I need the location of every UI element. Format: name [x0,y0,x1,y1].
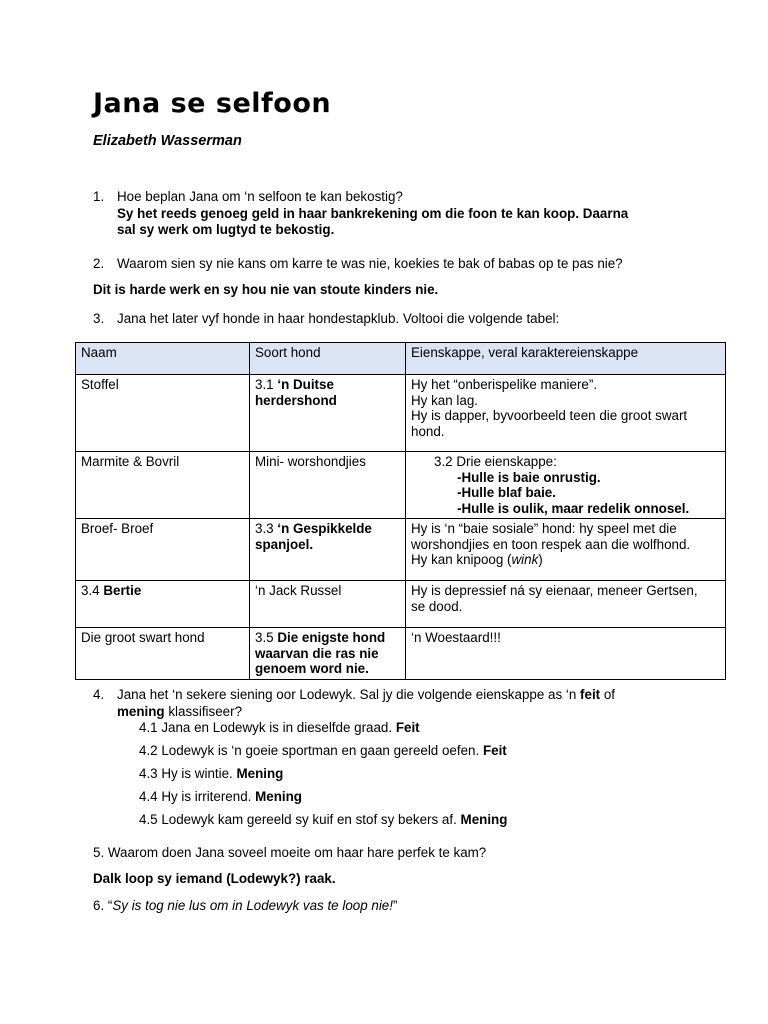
table-row [76,628,726,680]
answer-1-line-2: sal sy werk om lugtyd te bekostig. [117,222,335,237]
answer-2: Dit is harde werk en sy hou nie van stoute kinders nie. [93,282,439,297]
question-2 [93,255,623,272]
cell-name: 3.4 Bertie [76,581,250,628]
cell-traits: ‘n Woestaard!!! [406,628,726,680]
item-4-2: 4.2 Lodewyk is ‘n goeie sportman en gaan gereeld oefen. Feit [139,743,507,758]
cell-name: Die groot swart hond [76,628,250,680]
author-name: Elizabeth Wasserman [93,133,242,149]
cell-type: 3.1 ‘n Duitse herdershond [250,375,406,452]
header-cell-type: Soort hond [250,343,406,375]
question-text: Jana het later vyf honde in haar hondestapklub. Voltooi die volgende tabel: [117,311,560,326]
question-4-line-2: mening klassifiseer? [117,704,243,719]
dogs-table [75,342,726,680]
cell-name: Marmite & Bovril [76,452,250,519]
cell-traits: 3.2 Drie eienskappe: -Hulle is baie onrustig. -Hulle blaf baie. -Hulle is oulik, maar redelik onnosel. [406,452,726,519]
question-number: 4. [93,687,105,702]
table-row [76,375,726,452]
table-row [76,519,726,581]
document-title: Jana se selfoon [93,88,332,119]
item-4-4: 4.4 Hy is irriterend. Mening [139,789,302,804]
item-4-3: 4.3 Hy is wintie. Mening [139,766,284,781]
question-number: 2. [93,256,105,271]
answer-5: Dalk loop sy iemand (Lodewyk?) raak. [93,871,336,886]
item-4-5: 4.5 Lodewyk kam gereeld sy kuif en stof sy bekers af. Mening [139,812,508,827]
question-number: 1. [93,189,105,204]
question-5: 5. Waarom doen Jana soveel moeite om haar hare perfek te kam? [93,845,487,860]
cell-traits: Hy het “onberispelike maniere”. Hy kan lag. Hy is dapper, byvoorbeeld teen die groot swart hond. [406,375,726,452]
table-row [76,452,726,519]
cell-traits: Hy is ‘n “baie sosiale” hond: hy speel met die worshondjies en toon respek aan die wolfhond. Hy kan knipoog (wink) [406,519,726,581]
header-cell-name: Naam [76,343,250,375]
cell-type: ‘n Jack Russel [250,581,406,628]
question-4: 4. Jana het ‘n sekere siening oor Lodewyk. Sal jy die volgende eienskappe as ‘n feit of [93,687,616,702]
cell-type: 3.5 Die enigste hond waarvan die ras nie genoem word nie. [250,628,406,680]
table-header-row [76,343,726,375]
question-1 [93,188,403,205]
cell-type: 3.3 ‘n Gespikkelde spanjoel. [250,519,406,581]
cell-name: Broef- Broef [76,519,250,581]
header-cell-traits: Eienskappe, veral karaktereienskappe [406,343,726,375]
question-text: Waarom sien sy nie kans om karre te was nie, koekies te bak of babas op te pas nie? [117,256,623,271]
item-4-1: 4.1 Jana en Lodewyk is in dieselfde graad. Feit [139,720,420,735]
cell-name: Stoffel [76,375,250,452]
table-row [76,581,726,628]
cell-traits: Hy is depressief ná sy eienaar, meneer Gertsen, se dood. [406,581,726,628]
answer-1-line-1: Sy het reeds genoeg geld in haar bankrekening om die foon te kan koop. Daarna [117,206,629,221]
cell-type: Mini- worshondjies [250,452,406,519]
question-number: 3. [93,311,105,326]
question-3 [93,310,559,327]
question-text: Hoe beplan Jana om ‘n selfoon te kan bekostig? [117,189,403,204]
question-6: 6. “Sy is tog nie lus om in Lodewyk vas te loop nie!” [93,898,398,913]
